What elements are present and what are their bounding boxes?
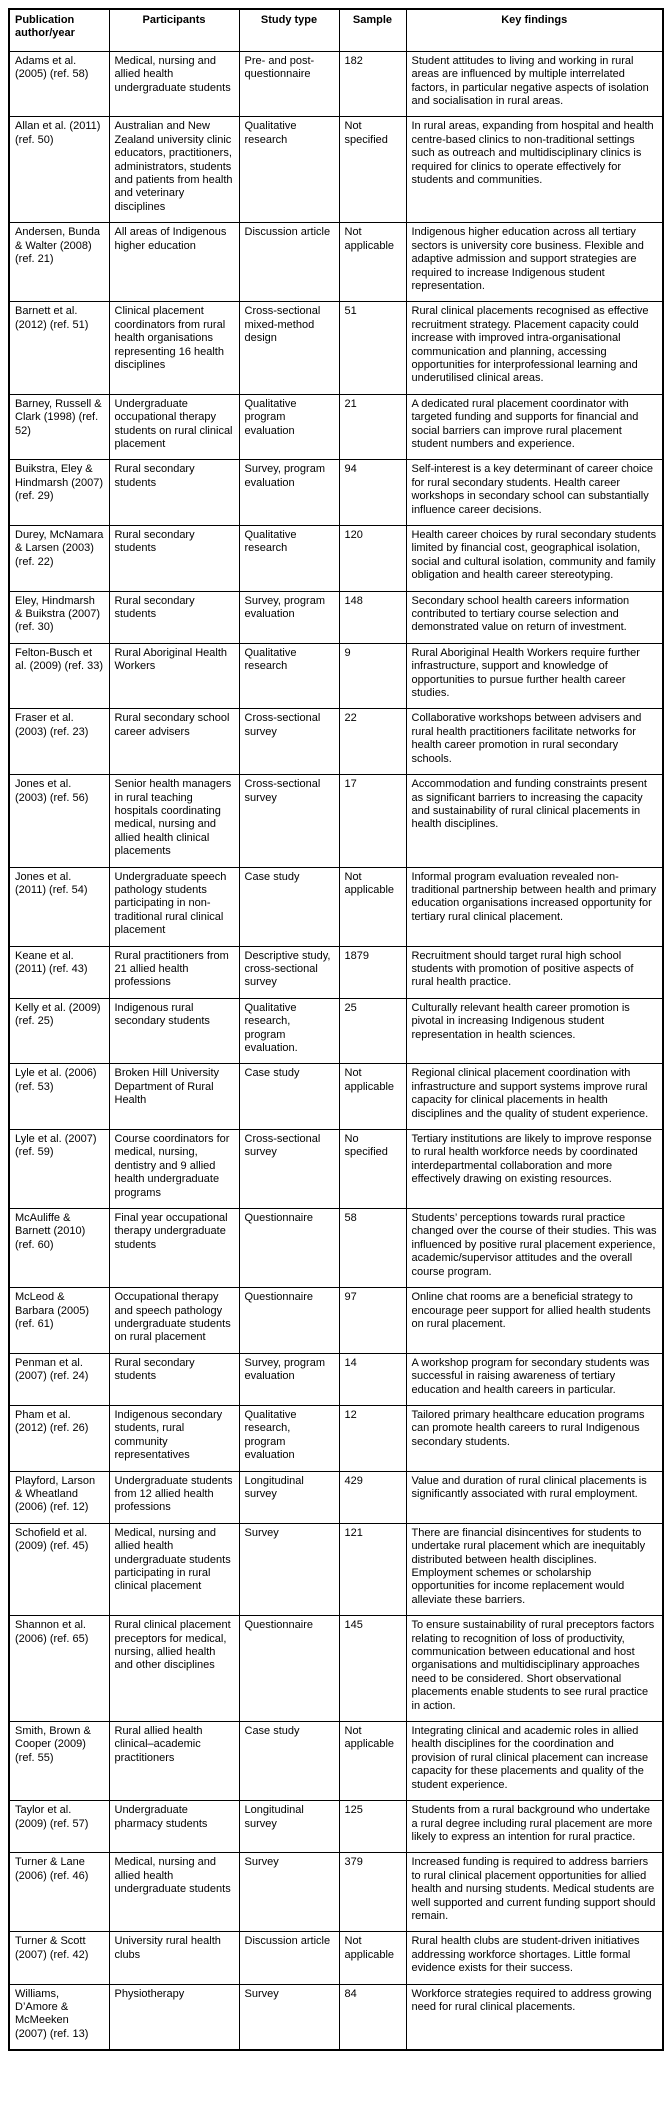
cell-key-findings: Health career choices by rural secondary students limited by financial cost, geographical isolation, social and cultural isolation, community and family obligation and health career stereotyping.	[406, 526, 663, 592]
cell-sample: 94	[339, 460, 406, 526]
table-row	[9, 1288, 663, 1354]
cell-participants: Senior health managers in rural teaching hospitals coordinating medical, nursing and allied health clinical placements	[109, 775, 239, 867]
cell-study-type: Case study	[239, 1064, 339, 1130]
cell-study-type: Case study	[239, 867, 339, 946]
cell-author: Penman et al. (2007) (ref. 24)	[9, 1353, 109, 1405]
cell-participants: Undergraduate speech pathology students participating in non-traditional rural clinical placement	[109, 867, 239, 946]
table-row	[9, 1932, 663, 1984]
cell-key-findings: Students from a rural background who undertake a rural degree including rural placement are more likely to express an intention for rural practice.	[406, 1801, 663, 1853]
cell-sample: 429	[339, 1471, 406, 1523]
cell-key-findings: Students’ perceptions towards rural practice changed over the course of their studies. This was influenced by positive rural placement experience, academic/supervisor attitudes and the overall course program.	[406, 1209, 663, 1288]
cell-study-type: Survey	[239, 1523, 339, 1615]
cell-key-findings: Workforce strategies required to address growing need for rural clinical placements.	[406, 1984, 663, 2050]
cell-sample: 51	[339, 302, 406, 394]
cell-key-findings: A workshop program for secondary students was successful in raising awareness of tertiary education and health careers in particular.	[406, 1353, 663, 1405]
cell-author: Lyle et al. (2007) (ref. 59)	[9, 1130, 109, 1209]
cell-key-findings: Value and duration of rural clinical placements is significantly associated with rural employment.	[406, 1471, 663, 1523]
cell-author: Adams et al. (2005) (ref. 58)	[9, 51, 109, 117]
cell-key-findings: Tertiary institutions are likely to improve response to rural health workforce needs by coordinated interdepartmental collaboration and more effectively drawing on existing resources.	[406, 1130, 663, 1209]
cell-key-findings: Increased funding is required to address barriers to rural clinical placement opportunities for allied health and nursing students. Medical students are well supported and current funding support should remain.	[406, 1853, 663, 1932]
cell-sample: Not applicable	[339, 1932, 406, 1984]
table-row	[9, 709, 663, 775]
cell-participants: Broken Hill University Department of Rural Health	[109, 1064, 239, 1130]
cell-participants: Undergraduate pharmacy students	[109, 1801, 239, 1853]
cell-key-findings: Online chat rooms are a beneficial strategy to encourage peer support for allied health students on rural placement.	[406, 1288, 663, 1354]
cell-sample: 17	[339, 775, 406, 867]
cell-study-type: Qualitative research	[239, 117, 339, 223]
cell-study-type: Survey, program evaluation	[239, 1353, 339, 1405]
cell-participants: Medical, nursing and allied health undergraduate students participating in rural clinical placement	[109, 1523, 239, 1615]
table-row	[9, 460, 663, 526]
cell-author: Buikstra, Eley & Hindmarsh (2007) (ref. 29)	[9, 460, 109, 526]
cell-sample: Not applicable	[339, 223, 406, 302]
cell-author: Turner & Scott (2007) (ref. 42)	[9, 1932, 109, 1984]
table-row	[9, 51, 663, 117]
cell-sample: 25	[339, 998, 406, 1064]
cell-participants: Course coordinators for medical, nursing, dentistry and 9 allied health undergraduate programs	[109, 1130, 239, 1209]
cell-key-findings: Rural health clubs are student-driven initiatives addressing workforce shortages. Little formal evidence exists for their success.	[406, 1932, 663, 1984]
table-row	[9, 394, 663, 460]
cell-author: Barnett et al. (2012) (ref. 51)	[9, 302, 109, 394]
cell-key-findings: Recruitment should target rural high school students with promotion of positive aspects of rural health practice.	[406, 946, 663, 998]
cell-sample: 121	[339, 1523, 406, 1615]
literature-review-table	[8, 8, 664, 2051]
cell-sample: Not applicable	[339, 867, 406, 946]
cell-sample: 84	[339, 1984, 406, 2050]
cell-key-findings: Integrating clinical and academic roles in allied health disciplines for the coordination and provision of rural clinical placement can increase capacity for these placements and quality of the student experience.	[406, 1722, 663, 1801]
cell-sample: Not specified	[339, 117, 406, 223]
cell-author: McLeod & Barbara (2005) (ref. 61)	[9, 1288, 109, 1354]
column-header-publication-author-year: Publication author/year	[9, 9, 109, 51]
cell-key-findings: Self-interest is a key determinant of career choice for rural secondary students. Health career workshops in secondary school can substantially influence career decisions.	[406, 460, 663, 526]
cell-author: Lyle et al. (2006) (ref. 53)	[9, 1064, 109, 1130]
table-row	[9, 223, 663, 302]
cell-author: Taylor et al. (2009) (ref. 57)	[9, 1801, 109, 1853]
cell-participants: Rural secondary school career advisers	[109, 709, 239, 775]
cell-participants: Rural practitioners from 21 allied health professions	[109, 946, 239, 998]
cell-study-type: Survey, program evaluation	[239, 591, 339, 643]
cell-participants: Medical, nursing and allied health undergraduate students	[109, 1853, 239, 1932]
cell-sample: 22	[339, 709, 406, 775]
cell-sample: 58	[339, 1209, 406, 1288]
column-header-study-type: Study type	[239, 9, 339, 51]
cell-author: Fraser et al. (2003) (ref. 23)	[9, 709, 109, 775]
cell-study-type: Questionnaire	[239, 1288, 339, 1354]
cell-participants: Rural Aboriginal Health Workers	[109, 643, 239, 709]
cell-study-type: Cross-sectional survey	[239, 1130, 339, 1209]
cell-author: Allan et al. (2011) (ref. 50)	[9, 117, 109, 223]
table-row	[9, 1405, 663, 1471]
cell-study-type: Cross-sectional survey	[239, 709, 339, 775]
cell-sample: 14	[339, 1353, 406, 1405]
cell-sample: 97	[339, 1288, 406, 1354]
cell-study-type: Survey	[239, 1853, 339, 1932]
cell-key-findings: Rural clinical placements recognised as effective recruitment strategy. Placement capacity could increase with improved intra-organisational communication and planning, accessing opportunities for interprofessional learning and underutilised clinical areas.	[406, 302, 663, 394]
table-row	[9, 1984, 663, 2050]
cell-key-findings: Tailored primary healthcare education programs can promote health careers to rural Indigenous secondary students.	[406, 1405, 663, 1471]
cell-author: Smith, Brown & Cooper (2009) (ref. 55)	[9, 1722, 109, 1801]
table-row	[9, 643, 663, 709]
cell-participants: Australian and New Zealand university clinic educators, practitioners, administrators, students and patients from health and veterinary disciplines	[109, 117, 239, 223]
column-header-sample: Sample	[339, 9, 406, 51]
cell-sample: 9	[339, 643, 406, 709]
cell-key-findings: Informal program evaluation revealed non-traditional partnership between health and primary education organisations increased opportunity for tertiary rural clinical placement.	[406, 867, 663, 946]
table-row	[9, 1616, 663, 1722]
cell-author: Pham et al. (2012) (ref. 26)	[9, 1405, 109, 1471]
column-header-participants: Participants	[109, 9, 239, 51]
cell-sample: Not applicable	[339, 1722, 406, 1801]
cell-key-findings: Rural Aboriginal Health Workers require further infrastructure, support and knowledge of opportunities to pursue further health career studies.	[406, 643, 663, 709]
cell-participants: Medical, nursing and allied health undergraduate students	[109, 51, 239, 117]
cell-sample: Not applicable	[339, 1064, 406, 1130]
table-header-row	[9, 9, 663, 51]
cell-study-type: Cross-sectional survey	[239, 775, 339, 867]
cell-participants: Clinical placement coordinators from rural health organisations representing 16 health disciplines	[109, 302, 239, 394]
cell-author: Andersen, Bunda & Walter (2008) (ref. 21)	[9, 223, 109, 302]
cell-study-type: Pre- and post-questionnaire	[239, 51, 339, 117]
cell-study-type: Case study	[239, 1722, 339, 1801]
table-row	[9, 117, 663, 223]
cell-study-type: Descriptive study, cross-sectional survey	[239, 946, 339, 998]
cell-author: Barney, Russell & Clark (1998) (ref. 52)	[9, 394, 109, 460]
cell-study-type: Longitudinal survey	[239, 1471, 339, 1523]
cell-sample: 12	[339, 1405, 406, 1471]
cell-author: Keane et al. (2011) (ref. 43)	[9, 946, 109, 998]
cell-author: Jones et al. (2011) (ref. 54)	[9, 867, 109, 946]
cell-study-type: Survey	[239, 1984, 339, 2050]
cell-study-type: Questionnaire	[239, 1616, 339, 1722]
cell-author: Playford, Larson & Wheatland (2006) (ref. 12)	[9, 1471, 109, 1523]
cell-study-type: Qualitative research, program evaluation.	[239, 998, 339, 1064]
table-row	[9, 591, 663, 643]
cell-sample: 120	[339, 526, 406, 592]
cell-participants: Rural secondary students	[109, 526, 239, 592]
cell-study-type: Longitudinal survey	[239, 1801, 339, 1853]
cell-key-findings: Collaborative workshops between advisers and rural health practitioners facilitate networks for health career promotion in rural secondary schools.	[406, 709, 663, 775]
cell-key-findings: Culturally relevant health career promotion is pivotal in increasing Indigenous student representation in health sciences.	[406, 998, 663, 1064]
cell-participants: Rural secondary students	[109, 460, 239, 526]
cell-author: Durey, McNamara & Larsen (2003) (ref. 22)	[9, 526, 109, 592]
table-body	[9, 51, 663, 2050]
cell-key-findings: Secondary school health careers information contributed to tertiary course selection and demonstrated value on return of investment.	[406, 591, 663, 643]
table-row	[9, 526, 663, 592]
table-row	[9, 998, 663, 1064]
cell-author: Kelly et al. (2009) (ref. 25)	[9, 998, 109, 1064]
cell-participants: All areas of Indigenous higher education	[109, 223, 239, 302]
cell-participants: Final year occupational therapy undergraduate students	[109, 1209, 239, 1288]
cell-participants: Occupational therapy and speech pathology undergraduate students on rural placement	[109, 1288, 239, 1354]
table-row	[9, 1064, 663, 1130]
cell-participants: University rural health clubs	[109, 1932, 239, 1984]
cell-key-findings: A dedicated rural placement coordinator with targeted funding and supports for financial and social barriers can improve rural placement student numbers and experience.	[406, 394, 663, 460]
table-row	[9, 1471, 663, 1523]
column-header-key-findings: Key findings	[406, 9, 663, 51]
cell-author: Eley, Hindmarsh & Buikstra (2007) (ref. 30)	[9, 591, 109, 643]
cell-sample: No specified	[339, 1130, 406, 1209]
cell-key-findings: To ensure sustainability of rural preceptors factors relating to recognition of loss of productivity, communication between educational and host organisations and multidisciplinary approaches need to be considered. Short observational placements enable students to see rural practice in action.	[406, 1616, 663, 1722]
table-row	[9, 1801, 663, 1853]
cell-key-findings: There are financial disincentives for students to undertake rural placement which are inequitably distributed between health disciplines. Employment schemes or scholarship opportunities for income replacement would alleviate these barriers.	[406, 1523, 663, 1615]
cell-study-type: Discussion article	[239, 223, 339, 302]
cell-author: Schofield et al. (2009) (ref. 45)	[9, 1523, 109, 1615]
cell-sample: 182	[339, 51, 406, 117]
table-row	[9, 1523, 663, 1615]
cell-key-findings: Indigenous higher education across all tertiary sectors is university core business. Flexible and adaptive admission and support strategies are required to increase Indigenous student representation.	[406, 223, 663, 302]
cell-author: Shannon et al. (2006) (ref. 65)	[9, 1616, 109, 1722]
table-row	[9, 775, 663, 867]
cell-study-type: Discussion article	[239, 1932, 339, 1984]
cell-study-type: Qualitative program evaluation	[239, 394, 339, 460]
table-row	[9, 867, 663, 946]
cell-participants: Indigenous rural secondary students	[109, 998, 239, 1064]
table-row	[9, 1353, 663, 1405]
cell-participants: Indigenous secondary students, rural community representatives	[109, 1405, 239, 1471]
cell-sample: 145	[339, 1616, 406, 1722]
cell-author: McAuliffe & Barnett (2010) (ref. 60)	[9, 1209, 109, 1288]
cell-key-findings: Regional clinical placement coordination with infrastructure and support systems improve rural capacity for clinical placements in health disciplines and the quality of student experience.	[406, 1064, 663, 1130]
table-row	[9, 1722, 663, 1801]
cell-author: Turner & Lane (2006) (ref. 46)	[9, 1853, 109, 1932]
cell-author: Jones et al. (2003) (ref. 56)	[9, 775, 109, 867]
cell-key-findings: Accommodation and funding constraints present as significant barriers to increasing the capacity and sustainability of rural clinical placements in health disciplines.	[406, 775, 663, 867]
cell-participants: Undergraduate students from 12 allied health professions	[109, 1471, 239, 1523]
cell-participants: Physiotherapy	[109, 1984, 239, 2050]
cell-author: Felton-Busch et al. (2009) (ref. 33)	[9, 643, 109, 709]
cell-sample: 125	[339, 1801, 406, 1853]
cell-participants: Rural clinical placement preceptors for medical, nursing, allied health and other disciplines	[109, 1616, 239, 1722]
cell-participants: Rural allied health clinical–academic practitioners	[109, 1722, 239, 1801]
cell-study-type: Questionnaire	[239, 1209, 339, 1288]
cell-study-type: Qualitative research, program evaluation	[239, 1405, 339, 1471]
cell-author: Williams, D’Amore & McMeeken (2007) (ref. 13)	[9, 1984, 109, 2050]
table-row	[9, 946, 663, 998]
cell-study-type: Cross-sectional mixed-method design	[239, 302, 339, 394]
cell-sample: 379	[339, 1853, 406, 1932]
cell-study-type: Qualitative research	[239, 643, 339, 709]
cell-sample: 1879	[339, 946, 406, 998]
cell-participants: Rural secondary students	[109, 1353, 239, 1405]
cell-participants: Undergraduate occupational therapy students on rural clinical placement	[109, 394, 239, 460]
cell-key-findings: In rural areas, expanding from hospital and health centre-based clinics to non-traditional settings such as outreach and multidisciplinary clinics is required for clinics to operate effectively for students and communities.	[406, 117, 663, 223]
table-row	[9, 1209, 663, 1288]
table-row	[9, 1853, 663, 1932]
table-row	[9, 1130, 663, 1209]
cell-study-type: Qualitative research	[239, 526, 339, 592]
cell-key-findings: Student attitudes to living and working in rural areas are influenced by multiple interrelated factors, in particular negative aspects of isolation and socialisation in rural areas.	[406, 51, 663, 117]
cell-sample: 148	[339, 591, 406, 643]
table-row	[9, 302, 663, 394]
cell-participants: Rural secondary students	[109, 591, 239, 643]
cell-study-type: Survey, program evaluation	[239, 460, 339, 526]
cell-sample: 21	[339, 394, 406, 460]
